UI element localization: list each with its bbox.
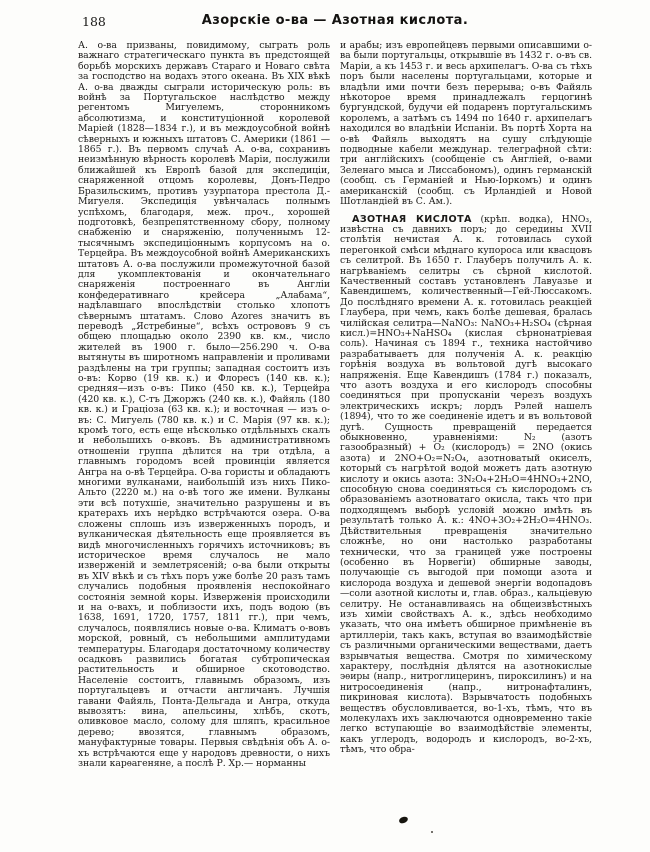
entry-heading: АЗОТНАЯ КИСЛОТА <box>352 213 472 225</box>
right-column <box>340 41 592 769</box>
azores-article-left-text: А. о-ва призваны, повидимому, сыграть роль важнаго стратегическаго пункта въ предстоящей борьбѣ морскихъ державъ Стараго и Новаго свѣта за господство на водахъ этого океана. Въ XIX вѣкѣ А. о-ва дважды сыграли историческую роль: въ войнѣ за Португальское наслѣдство между регентомъ Мигуелемъ, сторонникомъ абсолютизма, и конституціонной королевой Маріей (1828—1834 г.), и въ междоусобной войнѣ сѣверныхъ и южныхъ штатовъ С. Америки (1861 — 1865 г.). Въ первомъ случаѣ А. о-ва, сохранивъ неизмѣнную вѣрность королевѣ Маріи, послужили ближайшей къ Европѣ базой для экспедиціи, снаряженной отцомъ королевы, Донъ-Педро Бразильскимъ, противъ узурпатора престола Д.-Мигуеля. Экспедиція увѣнчалась полнымъ успѣхомъ, благодаря, меж. проч., хорошей подготовкѣ, безпрепятственному сбору, полному снабженію и снаряженію, полученнымъ 12-тысячнымъ экспедиціоннымъ корпусомъ на о. Терцейра. Въ междоусобной войнѣ Американскихъ штатовъ А. о-ва послужили промежуточной базой для укомплектованія и окончательнаго снаряженія построеннаго въ Англіи конфедеративнаго крейсера „Алабама“, надѣлавшаго впослѣдствіи столько хлопотъ сѣвернымъ штатамъ. Слово Azores значитъ въ переводѣ „Ястребиные“, всѣхъ острововъ 9 съ общею площадью около 2390 кв. км., число жителей въ 1900 г. было—256.290 ч. О-ва вытянуты въ широтномъ направленіи и проливами раздѣлены на три группы; западная состоитъ изъ о-въ: Корво (19 кв. к.) и Флоресъ (140 кв. к.); средняя—изъ о-въ: Пико (450 кв. к.), Терцейра (420 кв. к.), С-тъ Джоржъ (240 кв. к.), Файяль (180 кв. к.) и Граціоза (63 кв. к.); и восточная — изъ о-въ: С. Мигуель (780 кв. к.) и С. Марія (97 кв. к.); кромѣ того, есть еще нѣсколько отдѣльныхъ скалъ и небольшихъ о-вковъ. Въ административномъ отношеніи группа дѣлится на три отдѣла, а главнымъ городомъ всей провинціи является Ангра на о-вѣ Терцейра. О-ва гористы и обладаютъ многими вулканами, наибольшій изъ нихъ Пико-Альто (2220 м.) на о-вѣ того же имени. Вулканы эти всѣ потухшіе, значительно разрушены и въ кратерахъ ихъ нерѣдко встрѣчаются озера. О-ва сложены сплошь изъ изверженныхъ породъ, и вулканическая дѣятельность еще проявляется въ видѣ многочисленныхъ горячихъ источниковъ; въ историческое время случалось не мало изверженій и землетрясеній; о-ва были открыты въ XIV вѣкѣ и съ тѣхъ поръ уже болѣе 20 разъ тамъ случались подобныя проявленія неспокойнаго состоянія земной коры. Изверженія происходили и на о-вахъ, и поблизости ихъ, подъ водою (въ 1638, 1691, 1720, 1757, 1811 гг.), при чемъ, случалось, появлялись новые о-ва. Климатъ о-вовъ морской, ровный, съ небольшими амплитудами температуры. Благодаря достаточному количеству осадковъ развились богатая субтропическая растительность и обширное скотоводство. Населеніе состоитъ, главнымъ образомъ, изъ португальцевъ и отчасти англичанъ. Лучшія гавани Файяль, Понта-Дельгада и Ангра, откуда вывозятъ: вина, апельсины, хлѣбъ, скотъ, оливковое масло, солому для шляпъ, красильное дерево; ввозятся, главнымъ образомъ, мануфактурные товары. Первыя свѣдѣнія объ А. о-хъ встрѣчаются еще у народовъ древности, о нихъ знали карѳагеняне, а послѣ Р. Хр.— норманны <box>78 40 330 770</box>
ink-speck <box>431 831 433 833</box>
left-column <box>78 41 330 769</box>
entry-azotnaya-kislota <box>340 215 592 756</box>
running-title: Азорскіе о-ва — Азотная кислота. <box>201 13 469 28</box>
page-header <box>78 13 592 31</box>
azores-article-right-text: и арабы; изъ европейцевъ первыми описавшими о-ва были португальцы, открывшіе въ 1432 г. о-въ св. Маріи, а къ 1453 г. и весь архипелагъ. О-ва съ тѣхъ поръ были населены португальцами, которые и владѣли ими почти безъ перерыва; о-въ Файяль нѣкоторое время принадлежалъ герцогинѣ бургундской, будучи ей подаренъ португальскимъ королемъ, а затѣмъ съ 1494 по 1640 г. архипелагъ находился во владѣніи Испаніи. Въ портѣ Хорта на о-вѣ Файяль выходятъ на сушу слѣдующіе подводные кабели междунар. телеграфной сѣти: три англійскихъ (сообщеніе съ Англіей, о-вами Зеленаго мыса и Лиссабономъ), одинъ германскій (сообщ. съ Германіей и Нью-Іоркомъ) и одинъ американскій (сообщ. съ Ирландіей и Новой Шотландіей въ С. Ам.). <box>340 40 592 208</box>
page-number: 188 <box>82 14 106 29</box>
ink-blot <box>398 816 408 824</box>
text-columns <box>78 41 592 769</box>
entry-body-text: (крѣп. водка), HNO₃, извѣстна съ давнихъ поръ; до середины XVII столѣтія нечистая А. к. готовилась сухой перегонкой смѣси мѣднаго купороса или квасцовъ съ селитрой. Въ 1650 г. Глауберъ получилъ А. к. нагрѣваніемъ селитры съ сѣрной кислотой. Качественный составъ установленъ Лавуазье и Кавендишемъ, количественный—Гей-Люссакомъ. До послѣдняго времени А. к. готовилась реакціей Глаубера, при чемъ, какъ болѣе дешевая, бралась чилійская селитра—NaNO₃: NaNO₃+H₂SO₄ (сѣрная кисл.)=HNO₃+NaHSO₄ (кислая сѣрнонатріевая соль). Начиная съ 1894 г., техника настойчиво разрабатываетъ для полученія А. к. реакцію горѣнія воздуха въ вольтовой дугѣ высокаго напряженія. Еще Кавендишъ (1784 г.) показалъ, что азотъ воздуха и его кислородъ способны соединяться при пропусканіи черезъ воздухъ электрическихъ искръ; лордъ Рэлей нашелъ (1894), что то же соединеніе идетъ и въ вольтовой дугѣ. Сущность превращеній передается обыкновенно, уравненіями: N₂ (азотъ газообразный) + O₂ (кислородъ) = 2NO (окись азота) и 2NO+O₂=N₂O₄, азотноватый окиселъ, который съ нагрѣтой водой можетъ дать азотную кислоту и окись азота: 3N₂O₄+2H₂O=4HNO₃+2NO, способную снова соединяться съ кислородомъ съ образованіемъ азотноватаго окисла, такъ что при подходящемъ выборѣ условій можно имѣть въ результатѣ только А. к.: 4NO+3O₂+2H₂O=4HNO₃. Дѣйствительныя превращенія значительно сложнѣе, но они настолько разработаны технически, что за границей уже построены (особенно въ Норвегіи) обширные заводы, получающіе съ выгодой при помощи азота и кислорода воздуха и дешевой энергіи водопадовъ—соли азотной кислоты и, глав. образ., кальціевую селитру. Не останавливаясь на общеизвѣстныхъ изъ химіи свойствахъ А. к., здѣсь необходимо указать, что она имѣетъ обширное примѣненіе въ артиллеріи, такъ какъ, вступая во взаимодѣйствіе съ различными органическими веществами, даетъ взрывчатыя вещества. Смотря по химическому характеру, послѣднія дѣлятся на азотнокислые эѳиры (напр., нитроглицеринъ, пироксилинъ) и на нитросоединенія (напр., нитронафталинъ, пикриновая кислота). Взрывчатость подобныхъ веществъ обусловливается, во-1-хъ, тѣмъ, что въ молекулахъ ихъ заключаются одновременно такіе легко вступающіе во взаимодѣйствіе элементы, какъ углеродъ, водородъ и кислородъ, во-2-хъ, тѣмъ, что обра- <box>340 213 592 756</box>
